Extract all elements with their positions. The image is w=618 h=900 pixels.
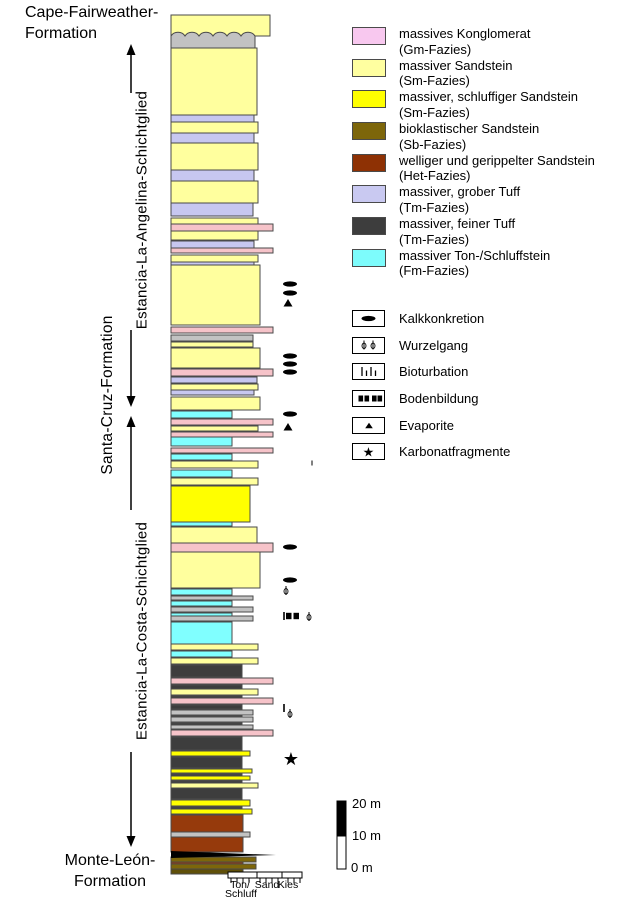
facies-label [399, 153, 595, 184]
estancia-la-angelina-member-label: Estancia-La-Angelina-Schichtglied [133, 90, 151, 330]
facies-label-line1: massiver, feiner Tuff [399, 216, 516, 232]
grain-axis-label: Kies [277, 879, 299, 891]
evaporite-icon [284, 423, 293, 431]
column-layer-smBright [171, 800, 250, 806]
column-layer-smPale [171, 689, 258, 695]
column-layer-tmCoarse [171, 170, 254, 181]
column-layer-sb [171, 857, 256, 862]
column-layer-gm [171, 369, 273, 376]
column-layer-het [171, 815, 243, 832]
bodenbildung-square [365, 395, 370, 401]
facies-swatch [352, 217, 386, 235]
column-layer-gray [171, 725, 253, 729]
facies-label-line2: (Fm-Fazies) [399, 263, 470, 279]
column-layer-fm [171, 437, 232, 446]
grain-axis-label: Ton/ [230, 879, 250, 891]
bodenbildung-square [294, 613, 300, 619]
monte-leon-line1: Monte-León- [64, 852, 156, 869]
facies-legend [352, 26, 595, 280]
column-layer-smPale [171, 478, 258, 485]
kalkkonkretion-icon [283, 369, 297, 374]
monte-leon-formation-label [55, 850, 165, 892]
scale-bar-upper [337, 801, 346, 836]
kalkkonkretion-icon [283, 281, 297, 286]
facies-legend-row [352, 89, 595, 121]
column-layer-smPale [171, 658, 258, 664]
facies-legend-row [352, 153, 595, 185]
column-layer-gm [171, 678, 273, 684]
bodenbildung-square [286, 613, 292, 619]
estancia-la-costa-member-label: Estancia-La-Costa-Schichtglied [133, 521, 151, 741]
column-layer-tmCoarse [171, 390, 254, 395]
column-layer-fm [171, 411, 232, 418]
column-layer-smPale [171, 48, 257, 115]
facies-label-line1: massiver Sandstein [399, 57, 513, 73]
column-layer-smPale [171, 397, 260, 410]
column-layer-smPale [171, 461, 258, 468]
column-layer-smPale [171, 348, 260, 368]
column-layer-sb [171, 864, 256, 869]
facies-label-line2: (Tm-Fazies) [399, 199, 470, 215]
facies-swatch [352, 185, 386, 203]
column-layer-fm [171, 522, 232, 526]
column-layer-smPale [171, 143, 258, 170]
kalkkonkretion-icon [283, 353, 297, 358]
facies-legend-row [352, 216, 595, 248]
evaporite-icon [284, 299, 293, 307]
symbol-label: Wurzelgang [399, 337, 469, 353]
monte-leon-line2: Formation [73, 873, 147, 890]
facies-label [399, 184, 520, 215]
kalkkonkretion-icon [283, 577, 297, 582]
facies-label-line2: (Het-Fazies) [399, 168, 471, 184]
column-layer-gm [171, 730, 273, 736]
symbol-legend [352, 305, 510, 465]
column-layer-gm [171, 248, 273, 253]
wurzelgang-icon [288, 709, 292, 718]
santa-cruz-formation-label: Santa-Cruz-Formation [99, 315, 116, 475]
facies-swatch [352, 154, 386, 172]
column-layer-tmFine [171, 788, 242, 799]
facies-label-line1: bioklastischer Sandstein [399, 121, 540, 137]
column-layer-fm [171, 589, 232, 595]
symbol-box [352, 417, 385, 434]
column-layer-fm [171, 622, 232, 644]
facies-label-line1: welliger und gerippelter Sandstein [399, 152, 595, 168]
column-layer-smPale [171, 644, 258, 650]
column-layer-tmFine [171, 737, 242, 750]
column-layer-smPale [171, 181, 258, 203]
cape-fairweather-line2: Formation [25, 25, 98, 42]
column-layer-gray [171, 616, 253, 621]
facies-label-line1: massiver Ton-/Schluffstein [399, 247, 551, 263]
column-layer-gm [171, 224, 273, 231]
wurzelgang-icon [371, 340, 375, 349]
member-range-arrow [127, 416, 136, 510]
cape-fairweather-formation-label [25, 2, 158, 44]
kalkkonkretion-icon [283, 361, 297, 366]
facies-swatch [352, 59, 386, 77]
member-range-arrow [127, 752, 136, 847]
facies-label-line1: massiver, grober Tuff [399, 184, 521, 200]
grain-size-ruler [228, 872, 302, 878]
kalkkonkretion-icon [283, 290, 297, 295]
column-layer-gm [171, 698, 273, 704]
column-layer-gray [171, 710, 253, 715]
evaporite-triangle [365, 422, 373, 427]
symbol-box [352, 310, 385, 327]
symbol-legend-row [352, 332, 510, 359]
facies-legend-row [352, 248, 595, 280]
bodenbildung-legend-icon [353, 391, 384, 406]
symbol-legend-row [352, 438, 510, 465]
column-layer-smPale [171, 218, 258, 224]
column-layer-smPale [171, 552, 260, 588]
facies-label-line2: (Gm-Fazies) [399, 41, 472, 57]
facies-swatch [352, 249, 386, 267]
column-layer-gray [171, 717, 253, 722]
column-layer-tmCoarse [171, 115, 254, 122]
symbol-label: Bodenbildung [399, 390, 479, 406]
column-layer-gray [171, 832, 250, 837]
column-layer-gray [171, 335, 253, 341]
facies-label [399, 216, 515, 247]
column-layer-smPale [171, 342, 253, 347]
bodenbildung-square [359, 395, 364, 401]
column-layer-smPale [171, 255, 258, 262]
facies-label-line2: (Sm-Fazies) [399, 104, 470, 120]
kalkkonkretion-icon [362, 316, 376, 321]
column-layer-fm [171, 454, 232, 460]
facies-label-line1: massives Konglomerat [399, 26, 531, 41]
facies-label-line2: (Sb-Fazies) [399, 136, 467, 152]
column-layer-smBright [171, 776, 250, 780]
column-layer-gray [171, 596, 253, 600]
facies-label [399, 89, 578, 120]
column-layer-smPale [171, 265, 260, 325]
symbol-legend-row [352, 412, 510, 439]
column-layer-smBright [171, 486, 250, 522]
column-layer-tmCoarse [171, 241, 254, 248]
scale-bar-label: 20 m [352, 796, 381, 811]
column-layer-smPale [171, 426, 258, 431]
scale-bar-label: 10 m [352, 828, 381, 843]
column-layer-tmFine [171, 665, 242, 677]
column-layer-smBright [171, 751, 250, 756]
column-layer-smPale [171, 527, 257, 543]
bodenbildung-square [372, 395, 377, 401]
wurzelgang-icon [284, 586, 288, 595]
column-layer-smPale [171, 122, 258, 133]
column-layer-tmFine [171, 685, 242, 689]
facies-label [399, 121, 539, 152]
bodenbildung-square [378, 395, 383, 401]
cape-fairweather-line1: Cape-Fairweather- [25, 4, 159, 21]
facies-swatch [352, 27, 386, 45]
symbol-box [352, 443, 385, 460]
arrowhead-down-icon [127, 396, 136, 407]
scale-bar-lower [337, 836, 346, 869]
kalkkonkretion-icon [283, 544, 297, 549]
symbol-legend-row [352, 358, 510, 385]
wurzelgang-icon [307, 612, 311, 621]
symbol-box [352, 337, 385, 354]
column-layer-smPale [171, 384, 258, 390]
column-layer-gm [171, 543, 273, 552]
arrowhead-up-icon [127, 44, 136, 55]
column-layer-fm [171, 651, 232, 657]
symbol-label: Karbonatfragmente [399, 444, 511, 460]
symbol-label: Evaporite [399, 417, 454, 433]
wurzelgang-legend-icon [353, 338, 384, 353]
bodenbildung-icon [286, 613, 299, 619]
facies-swatch [352, 122, 386, 140]
column-layer-smBright [171, 809, 252, 814]
member-range-arrow [127, 330, 136, 407]
column-layer-tmCoarse [171, 377, 257, 383]
karbonatfragmente-icon: ★ [282, 749, 300, 770]
evaporite-legend-icon [353, 418, 384, 433]
column-layer-gray [171, 607, 253, 612]
column-layer-fm [171, 470, 232, 477]
facies-legend-row [352, 184, 595, 216]
column-layer-tmFine [171, 705, 242, 709]
kalkkonkretion-legend-icon [353, 311, 384, 326]
karbonatfragmente-legend-icon [353, 444, 384, 459]
column-layer-het [171, 837, 243, 852]
facies-label-line2: (Tm-Fazies) [399, 231, 470, 247]
column-layer-tmFine [171, 757, 242, 768]
grain-axis-label: Schluff [225, 888, 257, 900]
arrowhead-down-icon [127, 836, 136, 847]
symbol-label: Kalkkonkretion [399, 310, 485, 326]
facies-label [399, 248, 550, 279]
arrowhead-up-icon [127, 416, 136, 427]
facies-label [399, 26, 531, 57]
column-layer-gm [171, 448, 273, 453]
wurzelgang-icon [362, 340, 366, 349]
star-glyph: ★ [362, 445, 375, 460]
facies-legend-row [352, 121, 595, 153]
column-layer-gm [171, 419, 273, 425]
column-layer-smPale [171, 231, 258, 240]
symbol-box [352, 390, 385, 407]
column-layer-smBright [171, 769, 252, 773]
facies-label-line2: (Sm-Fazies) [399, 73, 470, 89]
scale-bar-label: 0 m [351, 860, 373, 875]
grain-axis-label: Sand [254, 879, 280, 891]
column-layer-tmCoarse [171, 203, 253, 216]
facies-legend-row [352, 26, 595, 58]
column-layer-gm [171, 327, 273, 333]
facies-label [399, 58, 512, 89]
facies-swatch [352, 90, 386, 108]
column-layer-fm [171, 601, 232, 606]
symbol-legend-row [352, 385, 510, 412]
facies-legend-row [352, 58, 595, 90]
bioturbation-legend-icon [353, 364, 384, 379]
symbol-label: Bioturbation [399, 364, 469, 380]
facies-label-line1: massiver, schluffiger Sandstein [399, 89, 578, 105]
kalkkonkretion-icon [283, 411, 297, 416]
symbol-legend-row [352, 305, 510, 332]
column-layer-gm [171, 432, 273, 437]
column-layer-smPale [171, 783, 258, 788]
column-layer-tmCoarse [171, 133, 254, 143]
symbol-box [352, 363, 385, 380]
member-range-arrow [127, 44, 136, 93]
